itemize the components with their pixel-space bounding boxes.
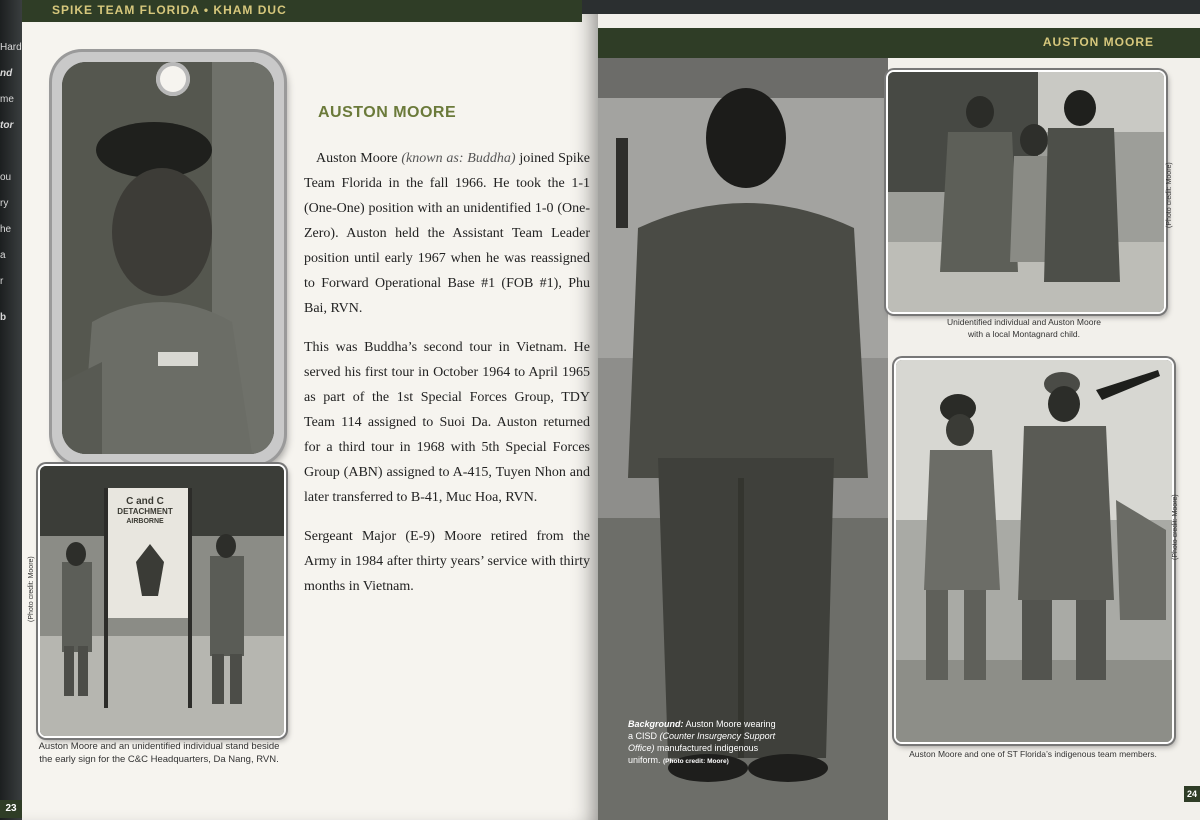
sign-line-3: AIRBORNE — [126, 518, 164, 525]
prev-fragment: a — [0, 250, 6, 261]
article-body — [304, 146, 590, 613]
montagnard-child-photo — [886, 70, 1166, 314]
previous-page-edge — [0, 0, 22, 820]
portrait-photo — [62, 62, 274, 454]
paragraph-3: Sergeant Major (E-9) Moore retired from the Army in 1984 after thirty years’ service with thirty months in Vietnam. — [304, 529, 590, 594]
prev-fragment: nd — [0, 68, 13, 79]
dog-tag-photo-frame — [52, 52, 284, 464]
team-photo-credit: (Photo credit: Moore) — [1172, 494, 1179, 560]
running-head-right-text: AUSTON MOORE — [1042, 35, 1154, 49]
p1-nickname: (known as: Buddha) — [401, 151, 516, 166]
prev-fragment: r — [0, 276, 4, 287]
prev-fragment: me — [0, 94, 14, 105]
background-caption-italic: (Counter Insurgency Support Office) — [628, 731, 776, 753]
montagnard-caption-line-2: with a local Montagnard child. — [968, 329, 1080, 339]
montagnard-caption-line-1: Unidentified individual and Auston Moore — [946, 317, 1102, 327]
team-photo-caption: Auston Moore and one of ST Florida’s indigenous team members. — [909, 749, 1157, 759]
prev-fragment: tor — [0, 120, 14, 131]
background-caption-text-b: manufactured indigenous uniform. — [628, 743, 759, 765]
prev-fragment: ry — [0, 198, 9, 209]
background-caption-text-a: Auston Moore wearing a CISD — [628, 719, 776, 741]
prev-fragment: he — [0, 224, 12, 235]
page-number-left: 23 — [0, 800, 22, 818]
p1-text-b: joined Spike Team Florida in the fall 1966. He took the 1-1 (One-One) position with an unidentified 1-0 (One-Zero). Auston held the Assistant Team Leader position until early 1967 when he was reassigned to Forward Operational Base #1 (FOB #1), Phu Bai, RVN. — [304, 151, 590, 316]
montagnard-photo-credit: (Photo credit: Moore) — [1166, 162, 1173, 228]
background-portrait-photo — [598, 58, 888, 820]
running-head-right — [598, 28, 1200, 58]
paragraph-1 — [304, 146, 590, 321]
team-member-photo — [894, 358, 1174, 744]
sign-text — [110, 496, 180, 525]
page-number-right: 24 — [1184, 786, 1200, 802]
sign-photo-caption: Auston Moore and an unidentified individual stand beside the early sign for the C&C Headquarters, Da Nang, RVN. — [38, 741, 280, 765]
p1-text-a: Auston Moore — [316, 151, 402, 166]
background-caption-label: Background: — [628, 719, 684, 729]
background-caption-credit: (Photo credit: Moore) — [663, 758, 729, 765]
sign-photo-credit: (Photo credit: Moore) — [28, 556, 35, 622]
background-caption — [628, 718, 778, 768]
sign-line-2: DETACHMENT — [117, 507, 173, 516]
running-head-left-text: SPIKE TEAM FLORIDA • KHAM DUC — [52, 3, 287, 17]
prev-fragment: b — [0, 312, 7, 323]
running-head-left — [22, 0, 582, 22]
dog-tag-hole — [156, 62, 190, 96]
prev-fragment: Hard — [0, 42, 22, 53]
montagnard-photo-caption — [886, 316, 1162, 340]
sign-line-1: C and C — [126, 496, 164, 507]
section-title: AUSTON MOORE — [318, 104, 457, 121]
prev-fragment: ou — [0, 172, 12, 183]
paragraph-2: This was Buddha’s second tour in Vietnam. He served his first tour in October 1964 to April 1965 as part of the 1st Special Forces Group, TDY Team 114 assigned to Suoi Da. Auston returned for a third tour in 1968 with 5th Special Forces Group (ABN) assigned to A-415, Tuyen Nhon and later transferred to B-41, Muc Hoa, RVN. — [304, 340, 590, 505]
